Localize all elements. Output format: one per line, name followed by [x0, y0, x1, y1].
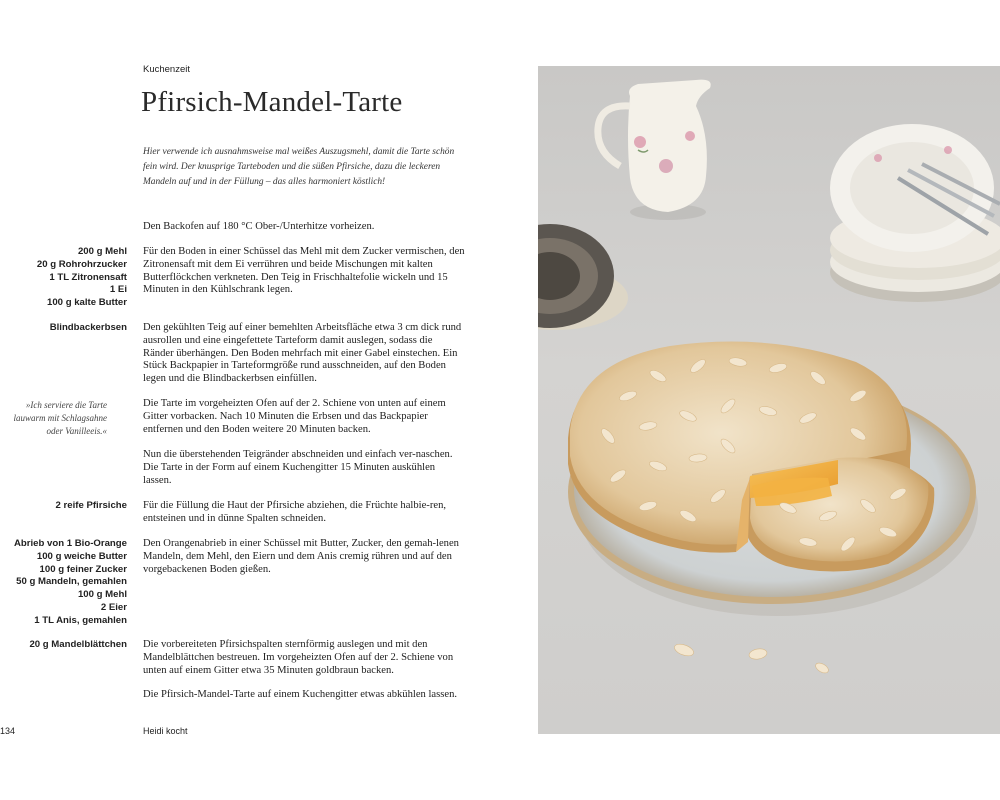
- tart-photo-illustration: [538, 66, 1000, 734]
- stacked-plates: [830, 124, 1000, 302]
- section-label: Kuchenzeit: [143, 64, 191, 75]
- ingredient-group-filling: [0, 538, 127, 628]
- serving-tip-quote: »Ich serviere die Tarte lauwarm mit Schlagsahne oder Vanilleeis.«: [13, 400, 107, 436]
- ingredient-item: Abrieb von 1 Bio-Orange: [13, 538, 127, 549]
- method-step: Den gekühlten Teig auf einer bemehlten Arbeitsfläche etwa 3 cm dick rund ausrollen und eine eingefettete Tarteform damit auslegen, sodass die Ränder überhängen. Den Boden mehrfach mit einer Gabel einstechen. Ein Stück Backpapier in Tarteformgröße rund ausschneiden, auf den Boden legen und die Blindbackerbsen einfüllen.: [143, 322, 462, 385]
- method-step: Für den Boden in einer Schüssel das Mehl mit dem Zucker vermischen, den Zitronensaft mit dem Ei verrühren und beide Mischungen mit kalten Butterflöckchen verkneten. Den Teig in Frischhaltefolie wickeln und 15 Minuten in den Kühlschrank legen.: [143, 246, 465, 296]
- ingredient-item: 2 Eier: [100, 601, 127, 613]
- method-step: Für die Füllung die Haut der Pfirsiche abziehen, die Früchte halbie-ren, entsteinen und in dünne Spalten schneiden.: [143, 500, 447, 524]
- ingredient-item: 100 g weiche Butter: [36, 550, 127, 562]
- tart-photo: [538, 66, 1000, 734]
- running-footer-title: Heidi kocht: [143, 726, 188, 736]
- ingredient-item: 100 g kalte Butter: [47, 297, 127, 309]
- method-step: Den Backofen auf 180 °C Ober-/Unterhitze vorheizen.: [143, 221, 375, 232]
- ingredient-item: 100 g feiner Zucker: [39, 563, 127, 575]
- page-number: 134: [0, 726, 16, 736]
- method-step: Die vorbereiteten Pfirsichspalten sternförmig auslegen und mit den Mandelblättchen bestreuen. Im vorgeheizten Ofen auf der 2. Schiene von unten auf einem Gitter etwa 35 Minuten goldbraun backen.: [143, 639, 454, 676]
- ingredient-group-dough: [0, 246, 127, 310]
- ingredient-item: 200 g Mehl: [77, 246, 127, 257]
- ingredient-item: 100 g Mehl: [77, 589, 127, 601]
- ingredient-item: 20 g Rohrohrzucker: [36, 258, 127, 270]
- ingredient-item: 2 reife Pfirsiche: [55, 500, 127, 511]
- ingredient-item: 20 g Mandelblättchen: [29, 639, 127, 650]
- method-step: Nun die überstehenden Teigränder abschneiden und einfach ver-naschen. Die Tarte in der Form auf einem Kuchengitter 15 Minuten auskühlen lassen.: [143, 449, 453, 486]
- ingredient-group-topping: [0, 639, 127, 652]
- ingredient-item: 50 g Mandeln, gemahlen: [16, 576, 127, 588]
- recipe-title: Pfirsich-Mandel-Tarte: [141, 86, 403, 118]
- method-step: Den Orangenabrieb in einer Schüssel mit Butter, Zucker, den gemah-lenen Mandeln, dem Mehl, den Eiern und dem Anis cremig rühren und auf den vorgebackenen Boden gießen.: [143, 538, 459, 575]
- method-step: Die Tarte im vorgeheizten Ofen auf der 2. Schiene von unten auf einem Gitter vorbacken. Nach 10 Minuten die Erbsen und das Backpapier entfernen und den Boden weitere 20 Minuten backen.: [143, 398, 446, 435]
- ingredient-group-blind-baking: [0, 322, 127, 335]
- ingredient-item: 1 Ei: [109, 284, 127, 296]
- recipe-intro: Hier verwende ich ausnahmsweise mal weißes Auszugsmehl, damit die Tarte schön fein wird. Der knusprige Tarteboden und die süßen Pfirsiche, dazu die leckeren Mandeln auf und in der Füllung – das alles harmoniert köstlich!: [143, 147, 455, 187]
- ingredient-group-peaches: [0, 500, 127, 513]
- ingredient-item: 1 TL Zitronensaft: [49, 271, 127, 283]
- method-step: Die Pfirsich-Mandel-Tarte auf einem Kuchengitter etwas abkühlen lassen.: [143, 689, 458, 700]
- ingredient-item: Blindbackerbsen: [49, 322, 127, 333]
- ingredient-item: 1 TL Anis, gemahlen: [34, 614, 127, 626]
